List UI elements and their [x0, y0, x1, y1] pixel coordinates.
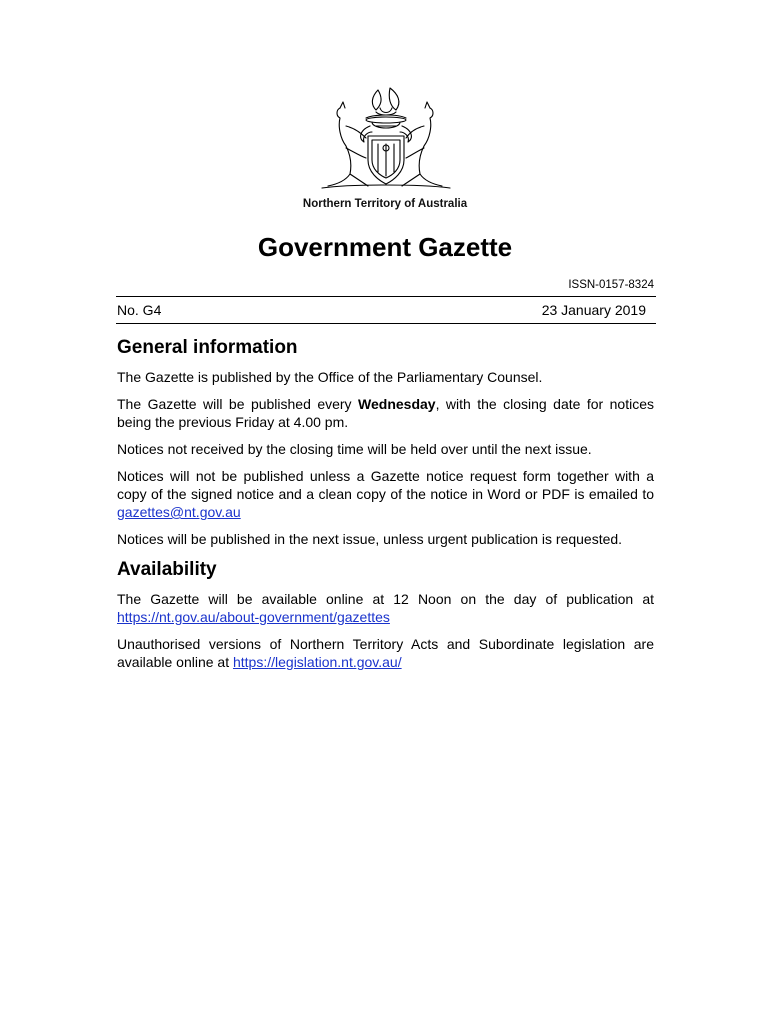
gazettes-url-link[interactable]: https://nt.gov.au/about-government/gazettes: [117, 609, 390, 625]
schedule-text-after: , with the closing date for notices being the previous Friday at 4.00 pm.: [117, 396, 654, 430]
issn-number: ISSN-0157-8324: [568, 279, 654, 291]
general-information-section: [117, 336, 654, 548]
issue-date: 23 January 2019: [541, 302, 646, 318]
availability-section: [117, 558, 654, 671]
general-paragraph-schedule: [117, 395, 654, 431]
general-paragraph-urgent: Notices will be published in the next issue, unless urgent publication is requested.: [117, 531, 623, 547]
header-rule-top: [116, 296, 656, 297]
gazettes-email-link[interactable]: gazettes@nt.gov.au: [117, 504, 241, 520]
page-title: Government Gazette: [257, 232, 513, 262]
availability-paragraph-legislation: [117, 635, 654, 671]
coat-of-arms-icon: [310, 86, 460, 196]
issue-number: No. G4: [117, 302, 162, 318]
requirements-text: Notices will not be published unless a Gazette notice request form together with a copy of the signed notice and a clean copy of the notice in Word or PDF is emailed to: [117, 468, 654, 502]
legislation-text: Unauthorised versions of Northern Territory Acts and Subordinate legislation are available online at: [117, 636, 654, 670]
header-rule-bottom: [116, 323, 656, 324]
crest-caption: Northern Territory of Australia: [302, 198, 468, 210]
gazette-content: [117, 336, 654, 680]
general-information-heading: General information: [117, 337, 298, 358]
general-paragraph-closing: Notices not received by the closing time will be held over until the next issue.: [117, 441, 592, 457]
availability-heading: Availability: [117, 559, 217, 580]
availability-text: The Gazette will be available online at 12 Noon on the day of publication at: [117, 591, 654, 607]
schedule-text-before: The Gazette will be published every: [117, 396, 359, 412]
general-paragraph-publisher: The Gazette is published by the Office of the Parliamentary Counsel.: [117, 369, 543, 385]
publication-day: Wednesday: [358, 396, 436, 412]
general-paragraph-requirements: [117, 467, 654, 521]
availability-paragraph-online: [117, 590, 654, 626]
legislation-url-link[interactable]: https://legislation.nt.gov.au/: [232, 654, 402, 670]
